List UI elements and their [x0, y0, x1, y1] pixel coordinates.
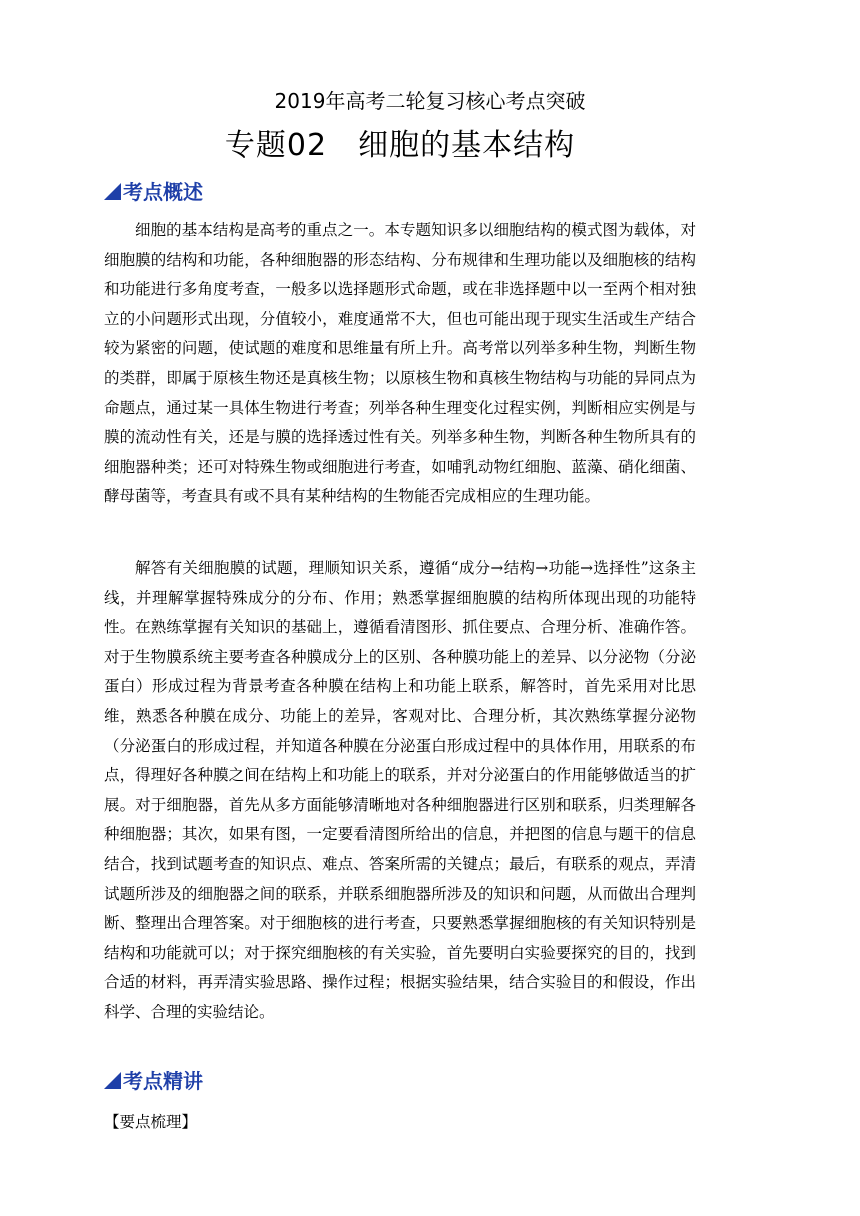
- section-heading-explanation: [104, 1064, 203, 1094]
- overview-paragraph-2: 解答有关细胞膜的试题，理顺知识关系，遵循“成分→结构→功能→选择性”这条主线，并理解掌握特殊成分的分布、作用；熟悉掌握细胞膜的结构所体现出现的功能特性。在熟练掌握有关知识的基础上，遵循看清图形、抓住要点、合理分析、准确作答。对于生物膜系统主要考查各种膜成分上的区别、各种膜功能上的差异、以分泌物（分泌蛋白）形成过程为背景考查各种膜在结构上和功能上联系，解答时，首先采用对比思维，熟悉各种膜在成分、功能上的差异，客观对比、合理分析，其次熟练掌握分泌物（分泌蛋白的形成过程，并知道各种膜在分泌蛋白形成过程中的具体作用，用联系的布点，得理好各种膜之间在结构上和功能上的联系，并对分泌蛋白的作用能够做适当的扩展。对于细胞器，首先从多方面能够清晰地对各种细胞器进行区别和联系，归类理解各种细胞器；其次，如果有图，一定要看清图所给出的信息，并把图的信息与题干的信息结合，找到试题考查的知识点、难点、答案所需的关键点；最后，有联系的观点，弄清试题所涉及的细胞器之间的联系，并联系细胞器所涉及的知识和问题，从而做出合理判断、整理出合理答案。对于细胞核的进行考查，只要熟悉掌握细胞核的有关知识特别是结构和功能就可以；对于探究细胞核的有关实验，首先要明白实验要探究的目的，找到合适的材料，再弄清实验思路、操作过程；根据实验结果，结合实验目的和假设，作出科学、合理的实验结论。: [104, 559, 696, 1021]
- overview-paragraph-1: 细胞的基本结构是高考的重点之一。本专题知识多以细胞结构的模式图为载体，对细胞膜的结构和功能，各种细胞器的形态结构、分布规律和生理功能以及细胞核的结构和功能进行多角度考查，一般多以选择题形式命题，或在非选择题中以一至两个相对独立的小问题形式出现，分值较小，难度通常不大，但也可能出现于现实生活或生产结合较为紧密的问题，使试题的难度和思维量有所上升。高考常以列举多种生物，判断生物的类群，即属于原核生物还是真核生物；以原核生物和真核生物结构与功能的异同点为命题点，通过某一具体生物进行考查；列举各种生理变化过程实例，判断相应实例是与膜的流动性有关，还是与膜的选择透过性有关。列举多种生物，判断各种生物所具有的细胞器种类；还可对特殊生物或细胞进行考查，如哺乳动物红细胞、蓝藻、硝化细菌、酵母菌等，考查具有或不具有某种结构的生物能否完成相应的生理功能。: [104, 221, 696, 506]
- document-supertitle: 2019年高考二轮复习核心考点突破: [274, 89, 586, 113]
- section-heading-text: 考点精讲: [123, 1068, 203, 1093]
- section-heading-overview: [104, 175, 203, 205]
- triangle-icon: [104, 183, 121, 200]
- subheading-key-points: 【要点梳理】: [104, 1113, 198, 1131]
- section-heading-text: 考点概述: [123, 179, 203, 204]
- triangle-icon: [104, 1072, 121, 1089]
- document-title: 专题02 细胞的基本结构: [224, 128, 576, 163]
